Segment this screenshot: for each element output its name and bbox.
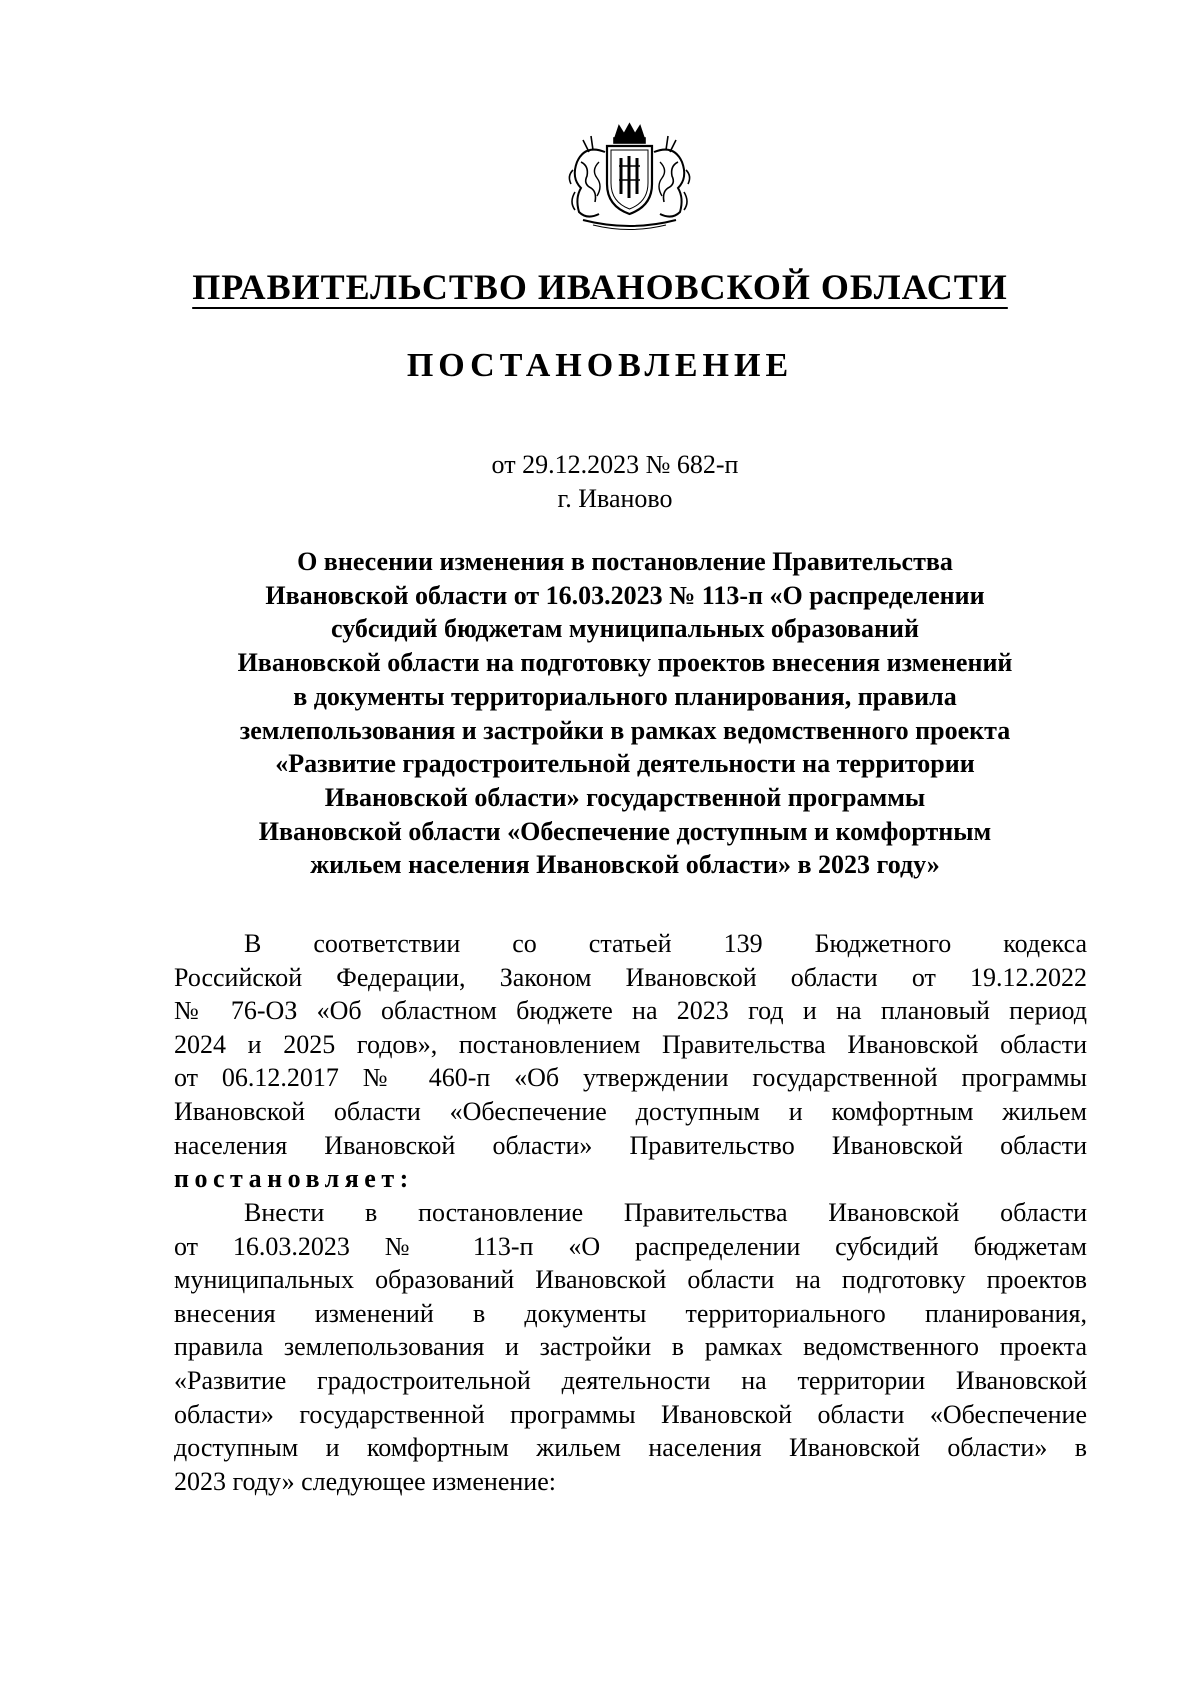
paragraph-resolution: [174, 1196, 1087, 1498]
title-line: жильем населения Ивановской области» в 2023 году»: [310, 850, 940, 880]
document-type: ПОСТАНОВЛЕНИЕ: [406, 347, 794, 384]
paragraph-line: Ивановской области «Обеспечение доступным и комфортным жильем: [174, 1096, 1087, 1126]
coat-of-arms-icon: [563, 122, 696, 232]
paragraph-line: Внести в постановление Правительства Ивановской области: [244, 1198, 1087, 1227]
paragraph-line: области» государственной программы Ивановской области «Обеспечение: [174, 1399, 1087, 1429]
title-line: Ивановской области» государственной программы: [324, 782, 926, 812]
document-subject-title: [180, 545, 1070, 882]
paragraph-line: В соответствии со статьей 139 Бюджетного кодекса: [244, 929, 1087, 958]
paragraph-line: № 76-ОЗ «Об областном бюджете на 2023 год и на плановый период: [174, 996, 1087, 1026]
title-line: «Развитие градостроительной деятельности на территории: [275, 749, 975, 779]
paragraph-line: «Развитие градостроительной деятельности на территории Ивановской: [174, 1365, 1087, 1395]
title-line: Ивановской области «Обеспечение доступным и комфортным: [258, 816, 992, 846]
title-line: О внесении изменения в постановление Правительства: [297, 547, 953, 576]
title-line: субсидий бюджетам муниципальных образований: [331, 614, 919, 644]
title-line: Ивановской области на подготовку проектов внесения изменений: [237, 648, 1013, 678]
paragraph-preamble: [174, 927, 1087, 1196]
title-line: землепользования и застройки в рамках ведомственного проекта: [239, 715, 1011, 745]
paragraph-line: населения Ивановской области» Правительство Ивановской области: [174, 1130, 1087, 1160]
organization-title: [0, 262, 1200, 312]
paragraph-line: внесения изменений в документы территориального планирования,: [174, 1298, 1087, 1328]
paragraph-line: муниципальных образований Ивановской области на подготовку проектов: [174, 1265, 1087, 1295]
paragraph-line: доступным и комфортным жильем населения Ивановской области» в: [174, 1433, 1087, 1463]
paragraph-line: 2024 и 2025 годов», постановлением Правительства Ивановской области: [174, 1029, 1087, 1059]
title-line: в документы территориального планирования, правила: [293, 681, 957, 711]
document-date-number: от 29.12.2023 № 682-п: [491, 450, 739, 479]
paragraph-line: от 06.12.2017 № 460-п «Об утверждении государственной программы: [174, 1063, 1087, 1093]
title-line: Ивановской области от 16.03.2023 № 113-п «О распределении: [265, 580, 985, 610]
decree-word: постановляет:: [174, 1164, 414, 1194]
paragraph-line: от 16.03.2023 № 113-п «О распределении субсидий бюджетам: [174, 1231, 1087, 1261]
paragraph-line: правила землепользования и застройки в рамках ведомственного проекта: [174, 1332, 1087, 1362]
paragraph-line: 2023 году» следующее изменение:: [174, 1466, 556, 1496]
organization-name: ПРАВИТЕЛЬСТВО ИВАНОВСКОЙ ОБЛАСТИ: [192, 267, 1008, 307]
document-city: г. Иваново: [557, 484, 673, 513]
paragraph-line: Российской Федерации, Законом Ивановской области от 19.12.2022: [174, 962, 1087, 992]
